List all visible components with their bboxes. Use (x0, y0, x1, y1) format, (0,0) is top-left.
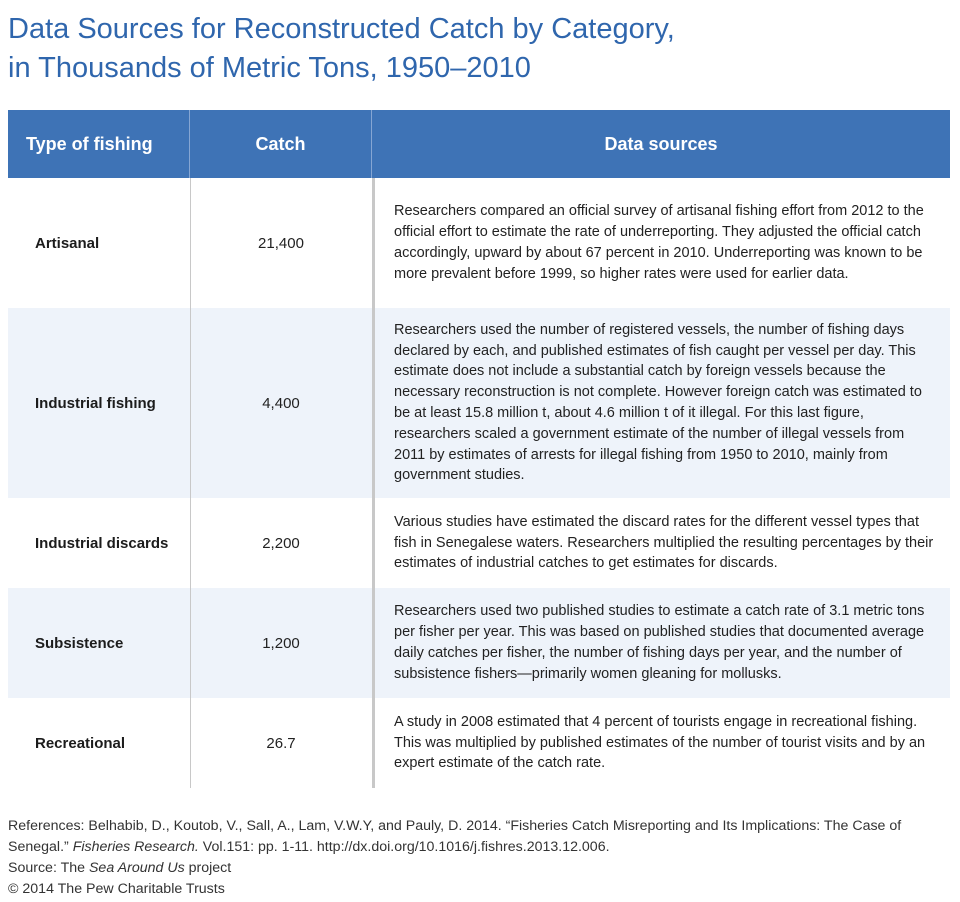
row-catch: 26.7 (266, 734, 296, 752)
row-source: Researchers compared an official survey of artisanal fishing effort from 2012 to the official effort to estimate the rate of underreporting. They adjusted the official catch accordingly, upward by about 67 percent in 2010. Underreporting was known to be more prevalent before 1999, so higher rates were used for earlier data. (372, 178, 950, 308)
table-row (8, 498, 950, 588)
header-data-sources: Data sources (604, 133, 718, 154)
references-journal: Fisheries Research. (72, 839, 199, 855)
header-type-of-fishing: Type of fishing (8, 110, 190, 178)
table-row (8, 588, 950, 698)
source-project-name: Sea Around Us (88, 860, 185, 876)
table-row (8, 698, 950, 788)
row-source: Various studies have estimated the discard rates for the different vessel types that fish in Senegalese waters. Researchers multiplied the resulting percentages by their estimates of industrial catches to get estimates for discards. (372, 498, 950, 588)
source-line (8, 858, 952, 879)
page-title (8, 10, 952, 88)
table-row (8, 308, 950, 498)
row-type: Industrial discards (35, 534, 169, 552)
row-catch: 1,200 (262, 634, 300, 652)
footer-notes (8, 816, 952, 900)
row-type: Artisanal (35, 234, 100, 252)
references (8, 816, 952, 858)
row-source: A study in 2008 estimated that 4 percent of tourists engage in recreational fishing. This was multiplied by published estimates of the number of tourist visits and by an expert estimate of the catch rate. (372, 698, 950, 788)
catch-sources-table (8, 110, 950, 788)
row-catch: 4,400 (262, 394, 300, 412)
row-source: Researchers used the number of registered vessels, the number of fishing days declared by each, and published estimates of fish caught per vessel per day. This estimate does not include a substantial catch by foreign vessels because the necessary reconstruction is not complete. However foreign catch was estimated to be at least 15.8 million t, about 4.6 million t of it illegal. For this last figure, researchers scaled a government estimate of the number of illegal vessels from 2011 by estimates of arrests for illegal fishing from 1950 to 2010, mainly from government studies. (372, 308, 950, 498)
row-type: Industrial fishing (35, 394, 156, 412)
row-type: Recreational (35, 734, 126, 752)
source-prefix: Source: The (8, 860, 89, 876)
table-row (8, 178, 950, 308)
copyright: © 2014 The Pew Charitable Trusts (8, 881, 225, 897)
row-source: Researchers used two published studies to estimate a catch rate of 3.1 metric tons per fisher per year. This was based on published studies that documented average daily catches per fisher, the number of fishing days per year, and the number of subsistence fishers—primarily women gleaning for mollusks. (372, 588, 950, 698)
title-line-1: Data Sources for Reconstructed Catch by Category, (8, 13, 675, 45)
references-text-a: References: Belhabib, D., Koutob, V., Sall, A., Lam, V.W.Y, and Pauly, D. 2014. “Fisheries Catch Misreporting and Its Implications: The Case of Senegal.” (8, 818, 902, 855)
row-type: Subsistence (35, 634, 124, 652)
references-text-b: Vol.151: pp. 1-11. http://dx.doi.org/10.1016/j.fishres.2013.12.006. (198, 839, 610, 855)
row-catch: 21,400 (258, 234, 304, 252)
header-catch: Catch (190, 110, 372, 178)
title-line-2: in Thousands of Metric Tons, 1950–2010 (8, 52, 531, 84)
table-header (8, 110, 950, 178)
row-catch: 2,200 (262, 534, 300, 552)
source-suffix: project (184, 860, 232, 876)
